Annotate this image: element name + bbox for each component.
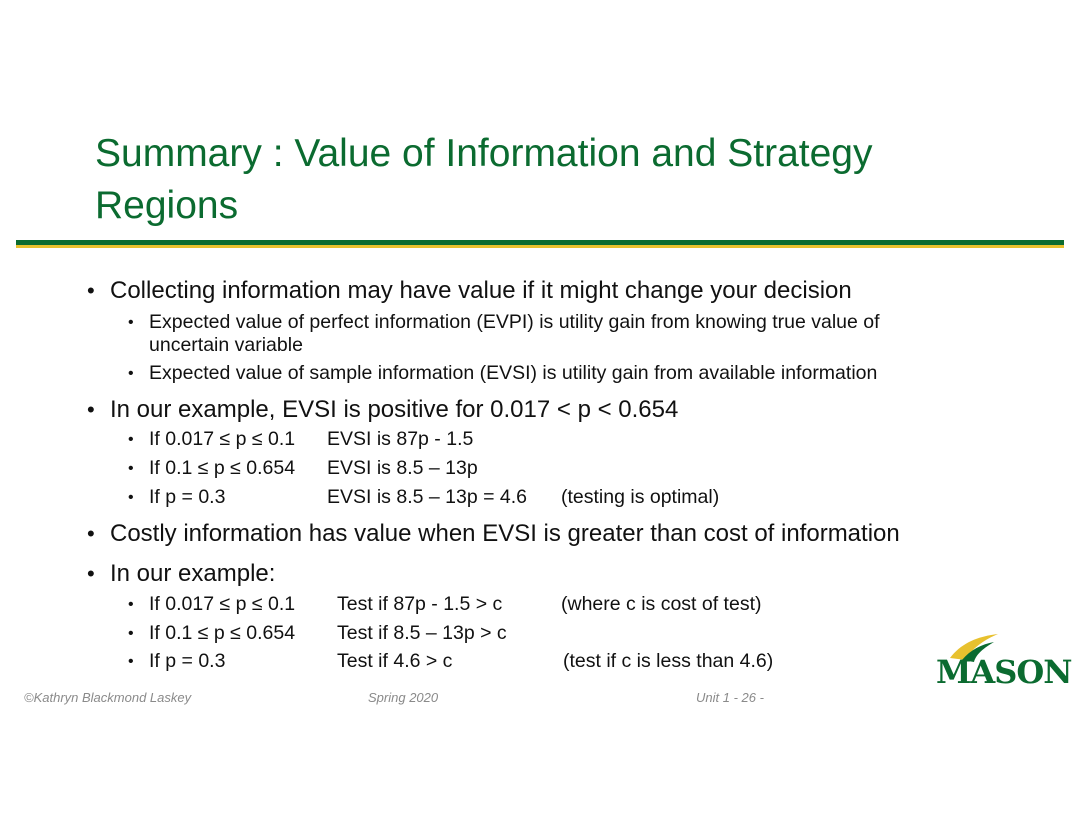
- bullet-marker: •: [87, 521, 95, 546]
- bullet-costly-information: Costly information has value when EVSI is greater than cost of information: [110, 520, 900, 547]
- test-row-range: If 0.1 ≤ p ≤ 0.654: [149, 622, 296, 644]
- test-row-range: If p = 0.3: [149, 650, 226, 672]
- sub-bullet-marker: •: [128, 431, 134, 448]
- footer-term: Spring 2020: [368, 690, 439, 705]
- sub-bullet-marker: •: [128, 460, 134, 477]
- evsi-row-range: If 0.1 ≤ p ≤ 0.654: [149, 457, 296, 479]
- sub-bullet-marker: •: [128, 489, 134, 506]
- slide-title: Summary : Value of Information and Strategy Regions: [95, 132, 873, 227]
- evsi-row-expression: EVSI is 87p - 1.5: [327, 428, 474, 450]
- bullet-marker: •: [87, 278, 95, 303]
- test-row-range: If 0.017 ≤ p ≤ 0.1: [149, 593, 296, 615]
- test-row-note: (test if c is less than 4.6): [563, 650, 774, 672]
- bullet-marker: •: [87, 561, 95, 586]
- evsi-row-expression: EVSI is 8.5 – 13p = 4.6: [327, 486, 528, 508]
- sub-bullet-evpi-line2: uncertain variable: [149, 334, 303, 356]
- sub-bullet-evpi-line1: Expected value of perfect information (EVPI) is utility gain from knowing true value of: [149, 311, 880, 333]
- sub-bullet-marker: •: [128, 314, 134, 331]
- evsi-row-expression: EVSI is 8.5 – 13p: [327, 457, 478, 479]
- sub-bullet-marker: •: [128, 365, 134, 382]
- evsi-row-range: If p = 0.3: [149, 486, 226, 508]
- footer-page-number: Unit 1 - 26 -: [696, 690, 764, 705]
- mason-logo-text: MASON: [936, 653, 1072, 691]
- evsi-row-range: If 0.017 ≤ p ≤ 0.1: [149, 428, 296, 450]
- bullet-in-our-example: In our example:: [110, 560, 276, 587]
- bullet-collecting-information: Collecting information may have value if it might change your decision: [110, 277, 852, 304]
- test-row-expression: Test if 87p - 1.5 > c: [337, 593, 503, 615]
- sub-bullet-evsi: Expected value of sample information (EVSI) is utility gain from available information: [149, 362, 878, 384]
- evsi-row-note: (testing is optimal): [561, 486, 720, 508]
- sub-bullet-marker: •: [128, 625, 134, 642]
- sub-bullet-marker: •: [128, 653, 134, 670]
- sub-bullet-marker: •: [128, 596, 134, 613]
- mason-logo: [936, 632, 1072, 691]
- test-row-expression: Test if 4.6 > c: [337, 650, 453, 672]
- bullet-evsi-positive: In our example, EVSI is positive for 0.017 < p < 0.654: [110, 396, 679, 423]
- bullet-marker: •: [87, 397, 95, 422]
- test-row-note: (where c is cost of test): [561, 593, 762, 615]
- footer-author: ©Kathryn Blackmond Laskey: [24, 690, 192, 705]
- test-row-expression: Test if 8.5 – 13p > c: [337, 622, 507, 644]
